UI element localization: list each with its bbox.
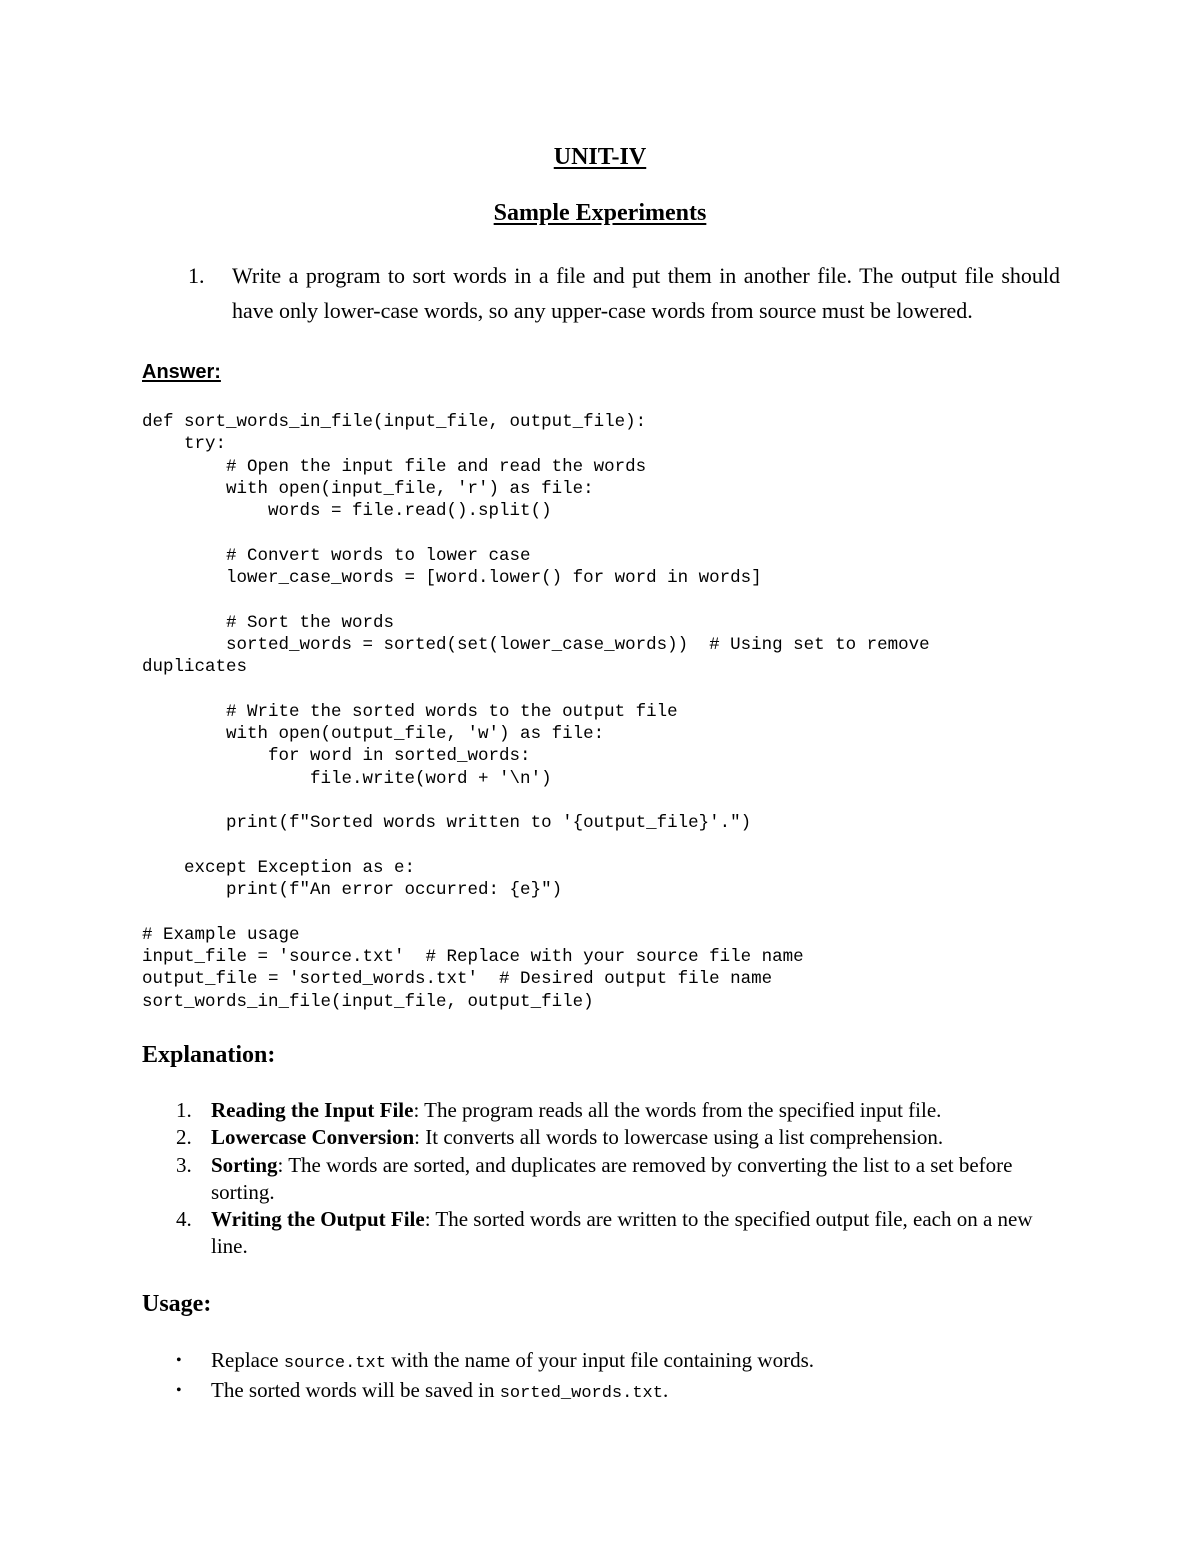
code-line: sort_words_in_file(input_file, output_file): [142, 991, 594, 1012]
list-item-term: Lowercase Conversion: [211, 1125, 415, 1150]
list-item-number: 4.: [176, 1207, 192, 1232]
code-line: for word in sorted_words:: [142, 746, 531, 767]
bullet-icon: •: [176, 1352, 182, 1369]
code-line: file.write(word + '\n'): [142, 768, 552, 789]
list-item-term: Sorting: [211, 1152, 278, 1177]
code-line: with open(output_file, 'w') as file:: [142, 724, 605, 745]
question-1: [188, 258, 1060, 328]
list-item: [176, 1206, 1056, 1261]
answer-label: Answer:: [142, 361, 221, 383]
code-line: [142, 790, 1142, 812]
inline-code: source.txt: [283, 1354, 386, 1373]
usage-list: [176, 1347, 1056, 1408]
usage-text: Replace: [211, 1348, 284, 1372]
code-line: duplicates: [142, 657, 248, 678]
code-line: # Write the sorted words to the output file: [142, 701, 678, 722]
code-line: [142, 835, 1142, 857]
code-line: # Example usage: [142, 924, 300, 945]
explanation-heading: Explanation:: [142, 1042, 276, 1068]
code-line: with open(input_file, 'r') as file:: [142, 478, 594, 499]
code-line: input_file = 'source.txt' # Replace with your source file name: [142, 947, 804, 968]
list-item-number: 1.: [176, 1098, 192, 1122]
bullet-icon: •: [176, 1382, 182, 1400]
list-item: [176, 1347, 1056, 1377]
code-line: [142, 902, 1142, 924]
code-line: # Sort the words: [142, 612, 395, 633]
usage-heading: Usage:: [142, 1291, 212, 1317]
code-line: [142, 522, 1142, 544]
explanation-list: [176, 1097, 1056, 1261]
list-item-number: 3.: [176, 1152, 192, 1177]
code-line: try:: [142, 434, 227, 455]
question-number: 1.: [188, 263, 205, 288]
list-item-description: : It converts all words to lowercase using a list comprehension.: [414, 1125, 944, 1150]
list-item-term: Reading the Input File: [211, 1098, 414, 1122]
code-line: words = file.read().split(): [142, 501, 552, 522]
code-block: [142, 411, 1142, 1013]
code-line: [142, 589, 1142, 611]
list-item: [176, 1152, 1056, 1207]
usage-text: .: [662, 1378, 669, 1403]
list-item-number: 2.: [176, 1125, 192, 1150]
inline-code: sorted_words.txt: [499, 1384, 663, 1404]
code-line: sorted_words = sorted(set(lower_case_words)) # Using set to remove: [142, 634, 930, 655]
code-line: print(f"An error occurred: {e}"): [142, 880, 563, 901]
code-line: [142, 679, 1142, 701]
code-line: def sort_words_in_file(input_file, output_file):: [142, 412, 647, 432]
list-item-description: : The words are sorted, and duplicates are removed by converting the list to a set before sorting.: [211, 1152, 1013, 1204]
code-line: # Open the input file and read the words: [142, 456, 647, 477]
list-item-description: : The program reads all the words from the specified input file.: [413, 1098, 942, 1122]
list-item-description: : The sorted words are written to the specified output file, each on a new line.: [211, 1207, 1033, 1259]
code-line: print(f"Sorted words written to '{output_file}'."): [142, 813, 752, 834]
code-line: lower_case_words = [word.lower() for word in words]: [142, 568, 762, 589]
unit-title: UNIT-IV: [553, 144, 647, 170]
list-item: [176, 1124, 1056, 1151]
code-line: # Convert words to lower case: [142, 545, 531, 566]
code-line: except Exception as e:: [142, 857, 416, 878]
usage-text: The sorted words will be saved in: [211, 1378, 500, 1403]
list-item: [176, 1377, 1056, 1407]
code-line: output_file = 'sorted_words.txt' # Desired output file name: [142, 969, 773, 990]
page-subtitle: Sample Experiments: [493, 200, 707, 226]
question-text: Write a program to sort words in a file and put them in another file. The output file should have only lower-case words, so any upper-case words from source must be lowered.: [232, 263, 1060, 323]
list-item: [176, 1097, 1056, 1124]
list-item-term: Writing the Output File: [211, 1207, 425, 1232]
usage-text: with the name of your input file containing words.: [385, 1348, 814, 1372]
